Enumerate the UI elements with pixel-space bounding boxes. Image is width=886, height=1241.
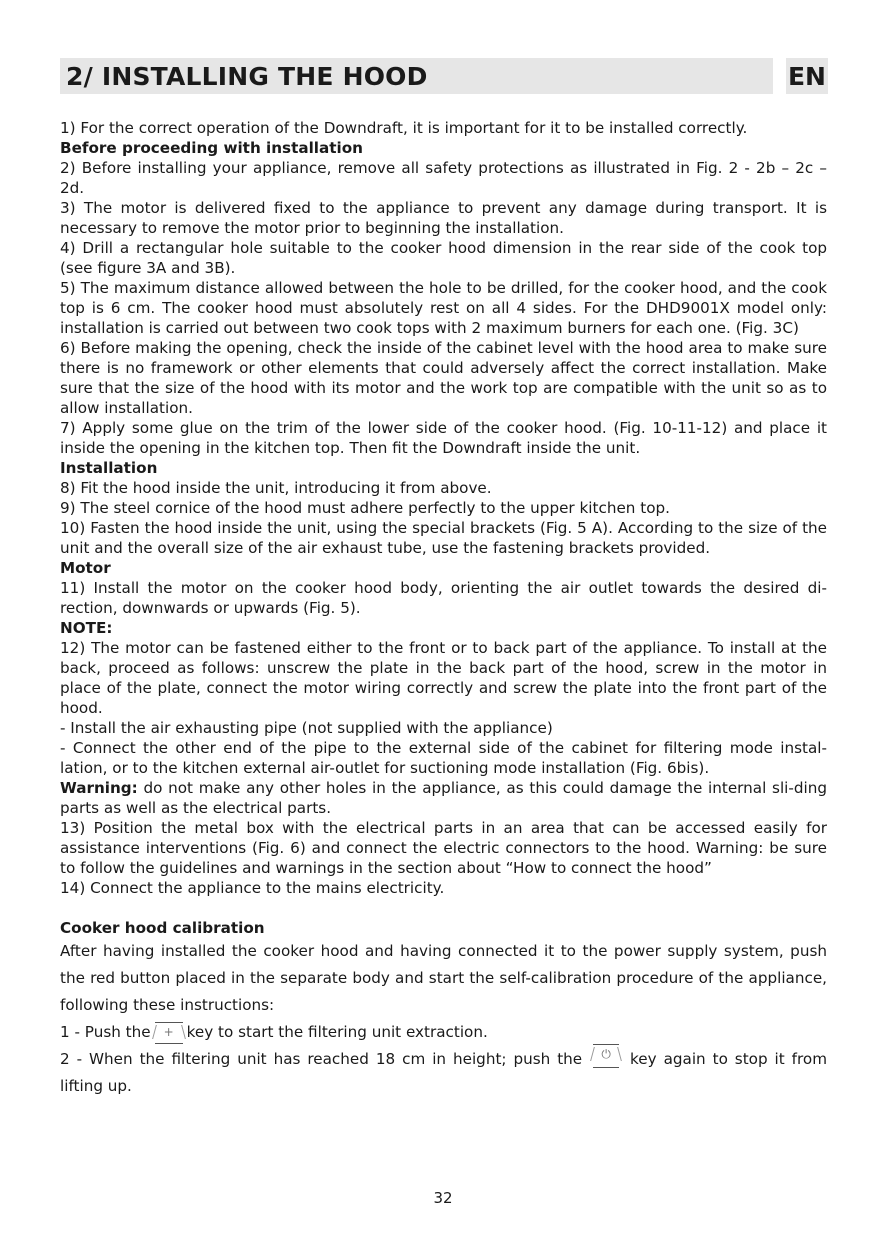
paragraph-10: 10) Fasten the hood inside the unit, using the special brackets (Fig. 5 A). According to the size of the unit and the overall size of the air exhaust tube, use the fastening brackets provided. (60, 519, 827, 557)
paragraph-6: 6) Before making the opening, check the inside of the cabinet level with the hood area to make sure there is no framework or other elements that could adversely affect the correct installation. Make sure that the size of the hood with its motor and the work top are compatible with the unit so as to allow installation. (60, 339, 827, 417)
heading-motor: Motor (60, 559, 111, 577)
step-2-text-before: 2 - When the filtering unit has reached 18 cm in height; push the (60, 1050, 583, 1068)
warning-label: Warning: (60, 779, 138, 797)
heading-before-installation: Before proceeding with installation (60, 139, 363, 157)
power-key-icon: ⏻ (593, 1044, 619, 1068)
paragraph-9: 9) The steel cornice of the hood must adhere perfectly to the upper kitchen top. (60, 499, 670, 517)
paragraph-3: 3) The motor is delivered fixed to the appliance to prevent any damage during transport. It is necessary to remove the motor prior to beginning the installation. (60, 199, 827, 237)
page-number: 32 (433, 1189, 453, 1207)
section-title: 2/ INSTALLING THE HOOD (60, 58, 773, 94)
paragraph-1: 1) For the correct operation of the Downdraft, it is important for it to be installed correctly. (60, 119, 748, 137)
paragraph-2: 2) Before installing your appliance, remove all safety protections as illustrated in Fig. 2 - 2b – 2c – 2d. (60, 159, 827, 197)
heading-installation: Installation (60, 459, 158, 477)
paragraph-8: 8) Fit the hood inside the unit, introducing it from above. (60, 479, 492, 497)
step-1-text-before: 1 - Push the (60, 1023, 151, 1041)
paragraph-4: 4) Drill a rectangular hole suitable to the cooker hood dimension in the rear side of the cook top (see figure 3A and 3B). (60, 239, 827, 277)
calibration-step-2 (60, 1046, 827, 1100)
page-header (60, 58, 828, 94)
calibration-step-1 (60, 1019, 827, 1046)
plus-key-icon: + (155, 1022, 183, 1044)
paragraph-12: 12) The motor can be fastened either to the front or to back part of the appliance. To install at the back, proceed as follows: unscrew the plate in the back part of the hood, screw in the motor in place of the plate, connect the motor wiring correctly and screw the plate into the front part of the hood. (60, 639, 827, 717)
dash-item-2: - Connect the other end of the pipe to the external side of the cabinet for filtering mode instal-lation, or to the kitchen external air-outlet for suctioning mode installation (Fig. 6bis). (60, 739, 827, 777)
heading-note: NOTE: (60, 619, 113, 637)
paragraph-14: 14) Connect the appliance to the mains electricity. (60, 879, 445, 897)
step-2-text-after: key again to stop it from lifting up. (60, 1050, 828, 1095)
instructions-body (60, 118, 827, 1100)
spacer (60, 898, 827, 918)
calibration-intro: After having installed the cooker hood and having connected it to the power supply system, push the red button placed in the separate body and start the self-calibration procedure of the appliance, following these instructions: (60, 942, 827, 1014)
language-badge: EN (786, 58, 828, 94)
calibration-section (60, 918, 827, 1100)
paragraph-7: 7) Apply some glue on the trim of the lower side of the cooker hood. (Fig. 10-11-12) and place it inside the opening in the kitchen top. Then fit the Downdraft inside the unit. (60, 419, 827, 457)
step-1-text-after: key to start the filtering unit extraction. (186, 1023, 488, 1041)
warning-text: do not make any other holes in the appliance, as this could damage the internal sli-ding parts as well as the electrical parts. (60, 779, 827, 817)
paragraph-11: 11) Install the motor on the cooker hood body, orienting the air outlet towards the desired di-rection, downwards or upwards (Fig. 5). (60, 579, 827, 617)
paragraph-13: 13) Position the metal box with the electrical parts in an area that can be accessed easily for assistance interventions (Fig. 6) and connect the electric connectors to the hood. Warning: be sure to follow the guidelines and warnings in the section about “How to connect the hood” (60, 819, 827, 877)
heading-calibration: Cooker hood calibration (60, 919, 265, 937)
paragraph-5: 5) The maximum distance allowed between the hole to be drilled, for the cooker hood, and the cook top is 6 cm. The cooker hood must absolutely rest on all 4 sides. For the DHD9001X model only: installation is carried out between two cook tops with 2 maximum burners for each one. (Fig. 3C) (60, 279, 827, 337)
warning-paragraph (60, 778, 827, 818)
dash-item-1: - Install the air exhausting pipe (not supplied with the appliance) (60, 719, 553, 737)
